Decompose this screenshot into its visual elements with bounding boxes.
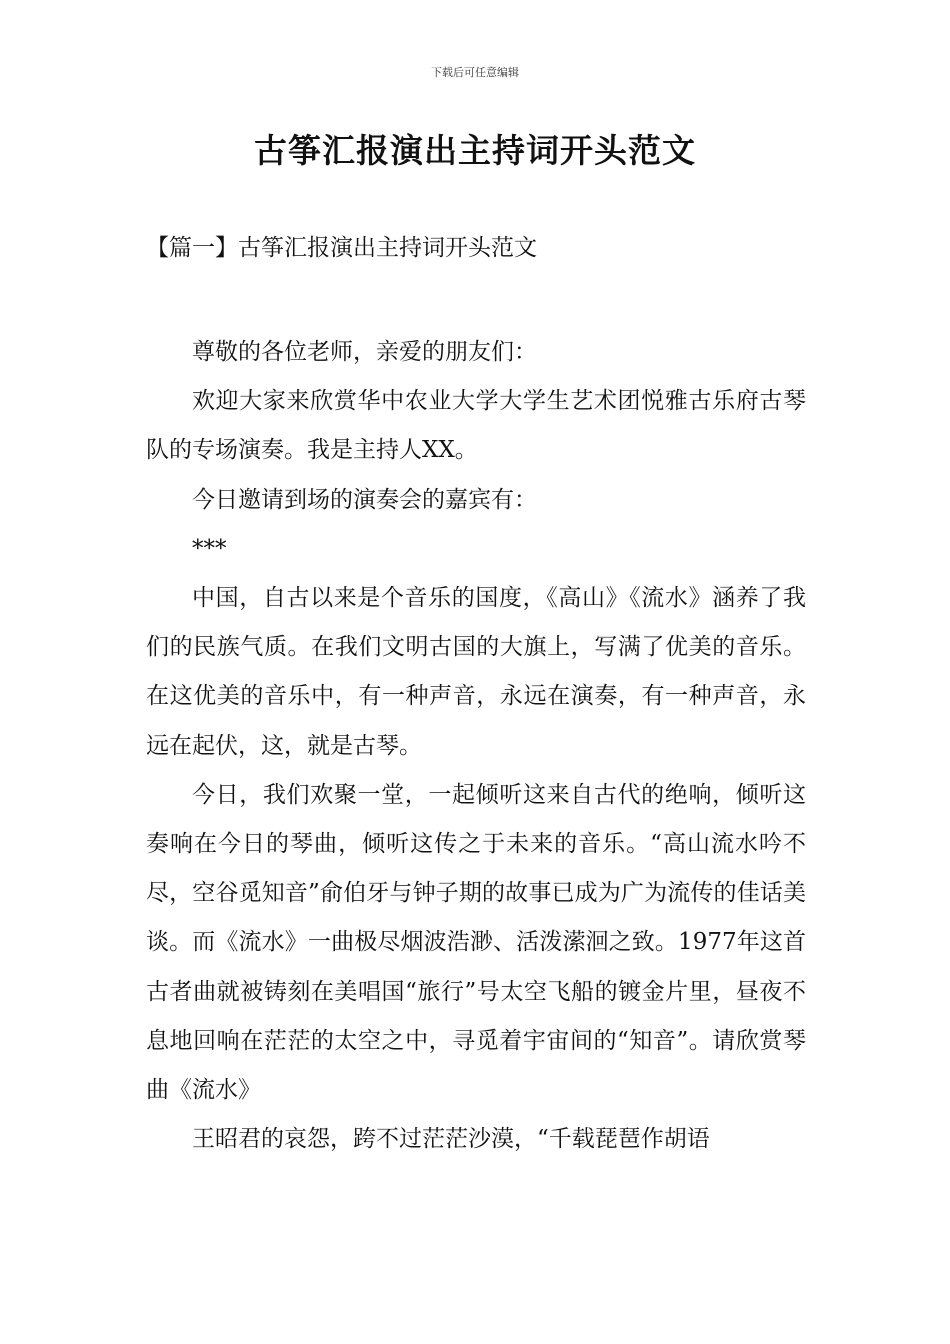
paragraph-greeting: 尊敬的各位老师，亲爱的朋友们： [192, 339, 537, 365]
body-text [146, 328, 806, 1164]
paragraph-intro: 中国，自古以来是个音乐的国度，《高山》《流水》涵养了我们的民族气质。在我们文明古国的大旗上，写满了优美的音乐。在这优美的音乐中，有一种声音，永远在演奏，有一种声音，永远在起伏，这，就是古琴。 [146, 585, 806, 759]
paragraph-guests: 今日邀请到场的演奏会的嘉宾有： [192, 486, 537, 513]
paragraph-liushui: 今日，我们欢聚一堂，一起倾听这来自古代的绝响，倾听这奏响在今日的琴曲，倾听这传之于未来的音乐。“高山流水吟不尽，空谷觅知音”俞伯牙与钟子期的故事已成为广为流传的佳话美谈。而《流水》一曲极尽烟波浩渺、活泼潆洄之致。1977年这首古者曲就被铸刻在美唱国“旅行”号太空飞船的镀金片里，昼夜不息地回响在茫茫的太空之中，寻觅着宇宙间的“知音”。请欣赏琴曲《流水》 [146, 781, 806, 1104]
paragraph-wang-zhaojun: 王昭君的哀怨，跨不过茫茫沙漠，“千载琵琶作胡语 [192, 1126, 710, 1153]
header-note: 下载后可任意编辑 [431, 66, 519, 79]
paragraph-welcome: 欢迎大家来欣赏华中农业大学大学生艺术团悦雅古乐府古琴队的专场演奏。我是主持人XX。 [146, 388, 806, 464]
document-title: 古筝汇报演出主持词开头范文 [254, 131, 696, 170]
section-heading: 【篇一】古筝汇报演出主持词开头范文 [146, 235, 537, 261]
paragraph-guest-list: *** [192, 535, 227, 562]
